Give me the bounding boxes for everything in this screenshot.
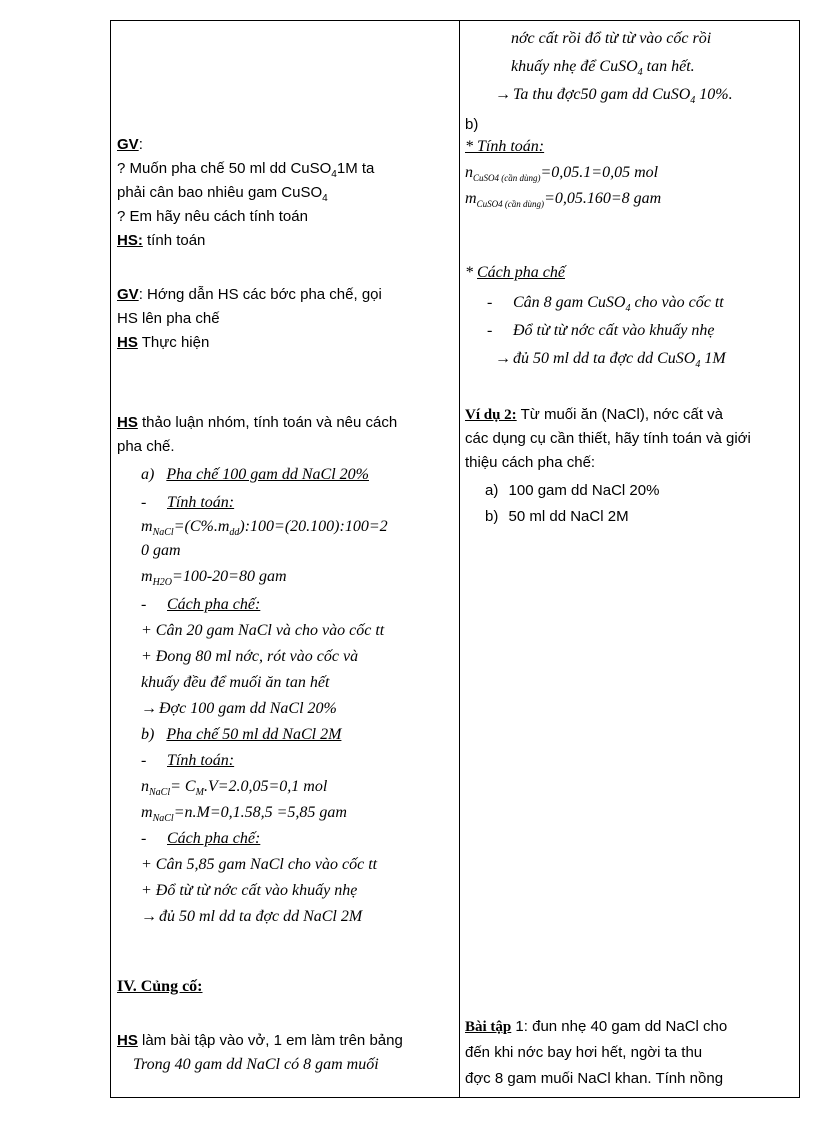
b-calc-2	[141, 803, 347, 829]
subscript: NaCl	[149, 787, 171, 799]
method-step: khuấy nhẹ để CuSO	[511, 58, 638, 75]
formula-symbol: m	[465, 190, 477, 207]
formula: .V=2.0,05=0,1 mol	[203, 778, 328, 795]
arrow-right-icon: →	[495, 350, 511, 367]
part-label: b)	[465, 116, 479, 133]
hs2-line	[117, 333, 209, 353]
a-calc-2	[141, 567, 287, 593]
a-calc-title	[141, 493, 234, 513]
lesson-table	[110, 20, 800, 1098]
b-calc-1	[141, 777, 327, 803]
item-text: 50 ml dd NaCl 2M	[508, 508, 629, 525]
formula: =0,05.160=8 gam	[544, 190, 662, 207]
right-top-3	[495, 85, 733, 111]
exercise-text: đến khi nớc bay hơi hết, ngời ta thu	[465, 1044, 703, 1061]
right-calc-title	[465, 137, 544, 157]
hs-text: Thực hiện	[137, 334, 210, 351]
gv1-line	[117, 135, 143, 155]
gv1-question-1-cont	[117, 183, 328, 209]
exercise-text: Trong 40 gam dd NaCl có 8 gam muối	[133, 1056, 379, 1073]
item-text: 100 gam dd NaCl 20%	[508, 482, 660, 499]
b-method-2	[141, 881, 357, 901]
vd2-item-a	[485, 481, 659, 501]
method-step: + Đong 80 ml nớc, rót vào cốc và	[141, 648, 359, 665]
item-label: b)	[485, 508, 499, 525]
question-text: phải cân bao nhiêu gam CuSO	[117, 184, 323, 201]
section-title: Tính toán:	[167, 494, 235, 511]
formula-symbol: n	[141, 778, 149, 795]
subscript: NaCl	[152, 527, 174, 539]
b-method-title	[141, 829, 260, 849]
asterisk: *	[465, 264, 477, 281]
gv-label: GV	[117, 136, 139, 153]
bullet: -	[141, 752, 147, 769]
hs4-italic	[133, 1055, 379, 1075]
molarity: 1M	[336, 160, 358, 177]
formula: = C	[170, 778, 196, 795]
section-title: * Tính toán:	[465, 138, 545, 155]
result-text-end: 10%.	[695, 86, 733, 103]
method-step: Đổ từ từ nớc cất vào khuấy nhẹ	[513, 322, 715, 339]
hs-label: HS	[117, 1032, 138, 1049]
bt-line	[465, 1017, 727, 1037]
method-step: Cân 8 gam CuSO	[513, 294, 626, 311]
part-b-title	[141, 725, 341, 745]
bullet: -	[487, 322, 493, 339]
right-top-1	[511, 29, 711, 49]
a-calc-1	[141, 517, 388, 543]
a-calc-1-cont	[141, 541, 181, 561]
formula-symbol: m	[141, 568, 153, 585]
hs4-line	[117, 1031, 403, 1051]
result-text-end: 1M	[700, 350, 726, 367]
subscript: CuSO4 (cần dùng)	[476, 199, 545, 210]
bullet: -	[141, 494, 147, 511]
gv-text: HS lên pha chế	[117, 310, 220, 327]
formula: =100-20=80 gam	[172, 568, 287, 585]
section-title: Cách pha chế:	[167, 596, 261, 613]
method-step: + Cân 5,85 gam NaCl cho vào cốc tt	[141, 856, 378, 873]
formula: =n.M=0,1.58,5 =5,85 gam	[173, 804, 347, 821]
subscript: NaCl	[152, 813, 174, 825]
hs-text: làm bài tập vào vở, 1 em làm trên bảng	[137, 1032, 403, 1049]
result-text: đủ 50 ml dd ta đợc dd NaCl 2M	[159, 908, 363, 925]
bullet: -	[141, 830, 147, 847]
example-text: các dụng cụ cần thiết, hãy tính toán và giới	[465, 430, 751, 447]
part-title: Pha chế 50 ml dd NaCl 2M	[166, 726, 342, 743]
exercise-text: đợc 8 gam muối NaCl khan. Tính nồng	[465, 1070, 724, 1087]
subscript: H2O	[152, 577, 173, 589]
question-text: ? Muốn pha chế 50 ml dd CuSO	[117, 160, 332, 177]
method-step-end: tan hết.	[642, 58, 695, 75]
section-title: Cách pha chế:	[167, 830, 261, 847]
vd2-item-b	[485, 507, 629, 527]
part-title: Pha chế 100 gam dd NaCl 20%	[166, 466, 369, 483]
right-b-label	[465, 115, 478, 135]
bt-line-2	[465, 1043, 702, 1063]
gv-text: : Hớng dẫn HS các bớc pha chế, gọi	[138, 286, 382, 303]
exercise-label: Bài tập	[465, 1019, 512, 1035]
gv-colon: :	[138, 136, 143, 153]
formula-symbol: m	[141, 518, 153, 535]
subscript: 4	[322, 193, 328, 204]
hs-text: pha chế.	[117, 438, 175, 455]
right-method-1	[487, 293, 724, 319]
bt-line-3	[465, 1069, 723, 1089]
bullet: -	[141, 596, 147, 613]
gv1-question-1	[117, 159, 374, 185]
hs-label: HS:	[117, 232, 143, 249]
hs3-line-2	[117, 437, 175, 457]
a-method-3	[141, 673, 329, 693]
question-text: ? Em hãy nêu cách tính toán	[117, 208, 308, 225]
b-method-1	[141, 855, 377, 875]
arrow-right-icon: →	[495, 86, 511, 103]
subscript: 4	[331, 169, 337, 180]
exercise-text: 1: đun nhẹ 40 gam dd NaCl cho	[511, 1018, 728, 1035]
right-calc-2	[465, 189, 661, 214]
method-step: nớc cất rồi đổ từ từ vào cốc rồi	[511, 30, 712, 47]
example-label: Ví dụ 2:	[465, 407, 517, 423]
subscript: 4	[695, 359, 701, 371]
hs-text: thảo luận nhóm, tính toán và nêu cách	[137, 414, 398, 431]
iv-title	[117, 977, 203, 997]
subscript: M	[195, 787, 204, 799]
example-text: thiệu cách pha chế:	[465, 454, 596, 471]
vd2-line-3	[465, 453, 595, 473]
right-method-3	[495, 349, 726, 375]
gv-label: GV	[117, 286, 139, 303]
vd2-line	[465, 405, 723, 425]
a-method-1	[141, 621, 384, 641]
column-divider	[459, 21, 460, 1097]
formula: =0,05.1=0,05 mol	[540, 164, 659, 181]
part-label: a)	[141, 466, 155, 483]
b-calc-title	[141, 751, 234, 771]
subscript: 4	[690, 95, 696, 107]
part-label: b)	[141, 726, 155, 743]
method-step: khuấy đều để muối ăn tan hết	[141, 674, 330, 691]
hs-label: HS	[117, 334, 138, 351]
right-method-title	[465, 263, 565, 283]
method-step: + Đổ từ từ nớc cất vào khuấy nhẹ	[141, 882, 358, 899]
section-title: Cách pha chế	[477, 264, 565, 281]
a-result	[141, 699, 337, 719]
gv1-question-2	[117, 207, 308, 227]
bullet: -	[487, 294, 493, 311]
example-text: Từ muối ăn (NaCl), nớc cất và	[516, 406, 724, 423]
question-text-end: ta	[357, 160, 375, 177]
section-heading: IV. Củng cố:	[117, 978, 203, 995]
hs3-line	[117, 413, 397, 433]
right-top-2	[511, 57, 695, 83]
hs-label: HS	[117, 414, 138, 431]
right-calc-1	[465, 163, 658, 188]
item-label: a)	[485, 482, 499, 499]
subscript: 4	[637, 67, 643, 79]
hs-text: tính toán	[142, 232, 206, 249]
vd2-line-2	[465, 429, 751, 449]
section-title: Tính toán:	[167, 752, 235, 769]
arrow-right-icon: →	[141, 908, 157, 925]
result-text: Ta thu đợc50 gam dd CuSO	[513, 86, 691, 103]
right-method-2	[487, 321, 715, 341]
part-a-title	[141, 465, 369, 485]
a-method-2	[141, 647, 358, 667]
result-text: đủ 50 ml dd ta đợc dd CuSO	[513, 350, 696, 367]
subscript: 4	[625, 303, 631, 315]
gv2-line-2	[117, 309, 220, 329]
formula: =(C%.m	[173, 518, 230, 535]
arrow-right-icon: →	[141, 700, 157, 717]
b-result	[141, 907, 362, 927]
method-step-end: cho vào cốc tt	[630, 294, 724, 311]
subscript: dd	[229, 527, 240, 539]
a-method-title	[141, 595, 260, 615]
formula-symbol: n	[465, 164, 473, 181]
formula: ):100=(20.100):100=2	[239, 518, 388, 535]
subscript: CuSO4 (cần dùng)	[473, 173, 541, 184]
formula: 0 gam	[141, 542, 181, 559]
hs1-line	[117, 231, 205, 251]
result-text: Đợc 100 gam dd NaCl 20%	[159, 700, 337, 717]
formula-symbol: m	[141, 804, 153, 821]
gv2-line	[117, 285, 382, 305]
method-step: + Cân 20 gam NaCl và cho vào cốc tt	[141, 622, 385, 639]
